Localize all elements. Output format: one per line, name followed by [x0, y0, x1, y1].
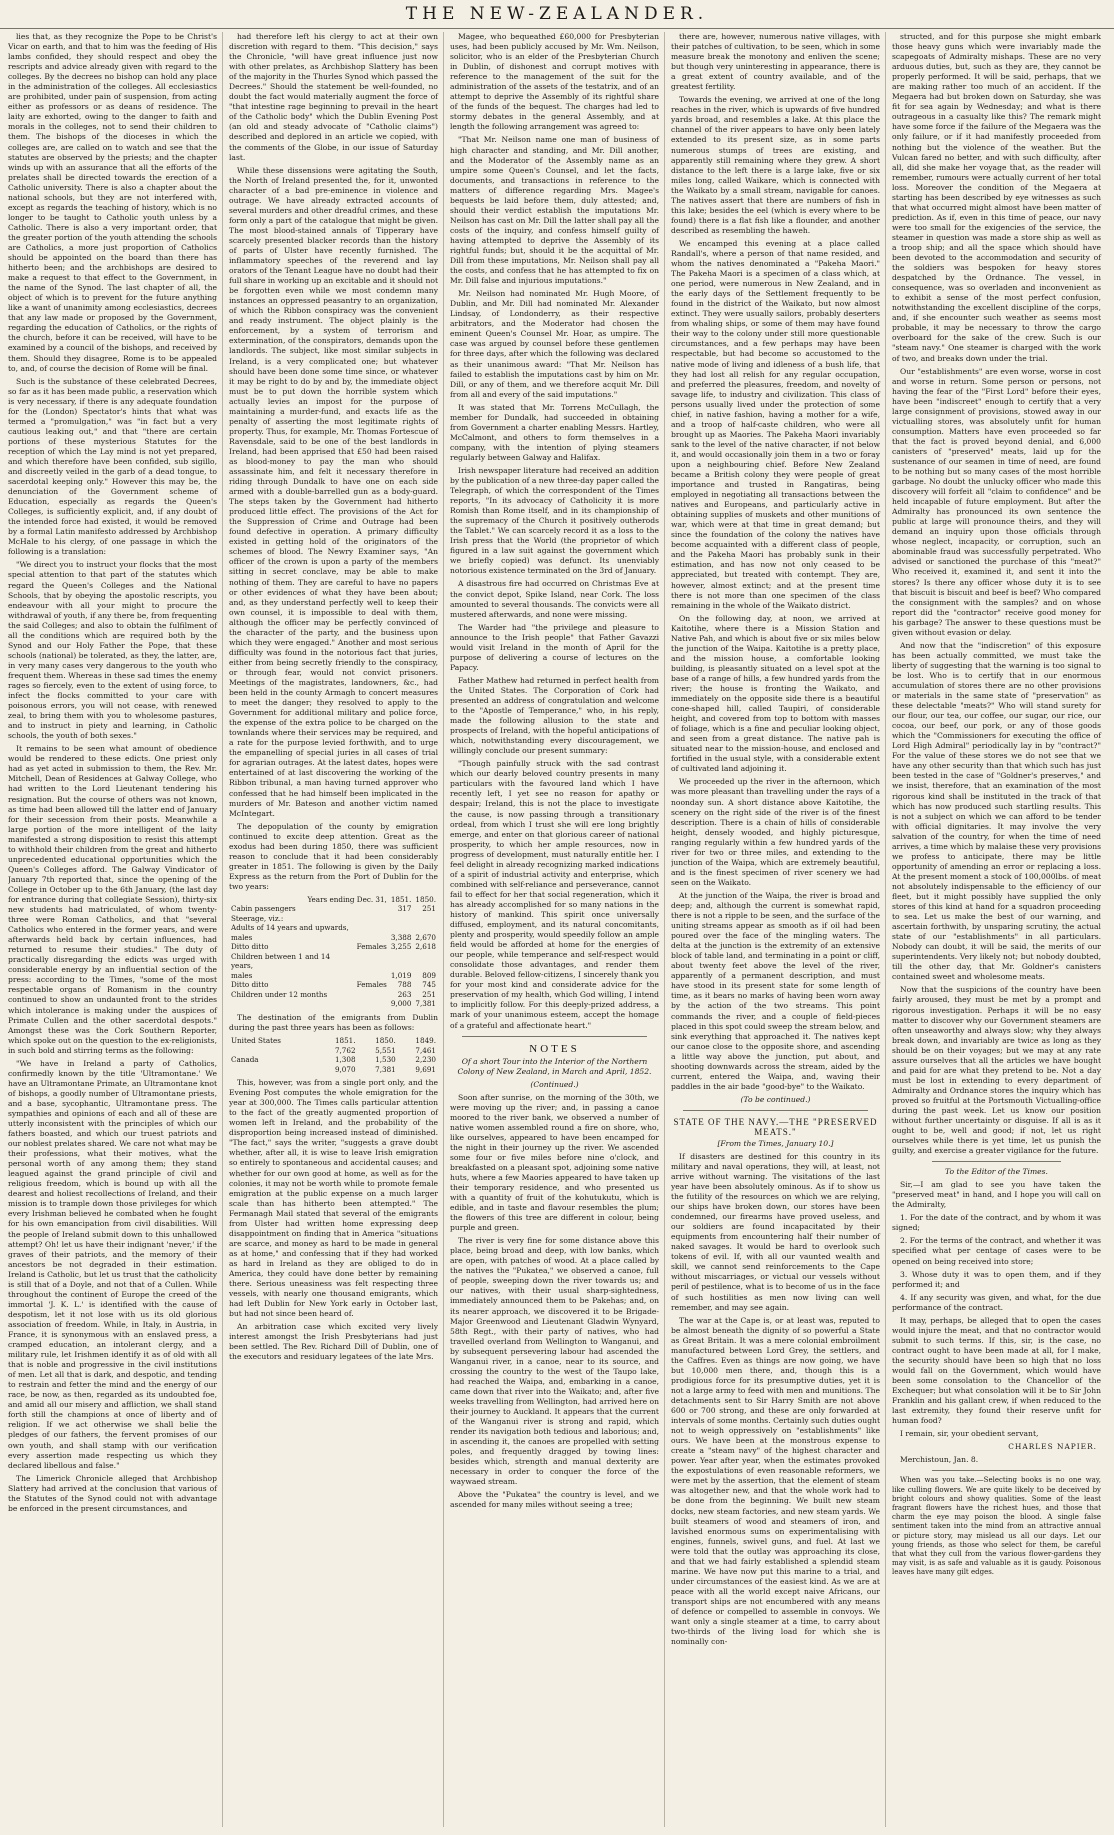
- letter-text: [892, 1180, 1101, 1439]
- table-cell: 7,762: [334, 1045, 356, 1055]
- paragraph: It may, perhaps, be alleged that to open the cases would injure the meat, and that no contractor would submit to such terms. If this, sir, is the case, no contract ought to have been made at all, for I make, the security should have been so high that no loss would fall on the Government, which would have been some consolation to the Chancellor of the Exchequer; but what consolation will it be to Sir John Franklin and his gallant crew, if when reduced to the last extremity, they found their reserve unfit for human food?: [892, 1315, 1101, 1426]
- table-cell: Children under 12 months: [231, 989, 328, 999]
- notes-heading: NOTES: [529, 1042, 580, 1055]
- table-row: [229, 1046, 438, 1056]
- table-cell: 9,000: [390, 999, 412, 1009]
- table-cell: 788: [397, 980, 412, 990]
- table-cell: 251: [422, 904, 436, 914]
- table-cell: 2,230: [415, 1055, 436, 1065]
- paragraph: "That Mr. Neilson name one man of business of high character and standing, and Mr. Dill another, and the Moderator of the Assembly name as an umpire some Queen's Counsel, and let the facts, documents, and transactions in reference to the matters of difference regarding Mrs. Magee's bequests be laid before them, duly attested; and, should their verdict establish the imputations Mr. Neilson has cast on Mr. Dill the latter shall pay all the costs of the inquiry, and confess himself guilty of having attempted to deprive the Assembly of its rightful funds; but, should it be the acquittal of Mr. Dill from these imputations, Mr. Neilson shall pay all the costs, and confess that he has attempted to fix on Mr. Dill false and injurious imputations.": [450, 135, 659, 286]
- table-cell: 317: [397, 904, 412, 914]
- paragraph: had therefore left his clergy to act at their own discretion with regard to them. "This decision," says the Chronicle, "will have great influence just now with other prelates, as Archbishop Slattery has been of the majority in the Thurles Synod which passed the Decrees." Should the statement be well-founded, no doubt the fact would materially augment the force of "that intestine rage beginning to prevail in the heart of the Catholic body" which the Dublin Evening Post (an old and steady advocate of "Catholic claims") described and deplored in an article we copied, with the comments of the Globe, in our issue of Saturday last.: [229, 32, 438, 162]
- paragraph: Sir,—I am glad to see you have taken the "preserved meat" in hand, and I hope you will call on the Admiralty,: [892, 1180, 1101, 1210]
- paragraph: Towards the evening, we arrived at one of the long reaches in the river, which is upwards of five hundred yards broad, and resembles a lake. At this place the channel of the river appears to have only been lately extended to its present size, as in some parts numerous stumps of trees are existing, and apparently still remaining where they grew. A short distance to the left there is a large lake, five or six miles long, called Waikare, which is connected with the Waikato by a small stream, navigable for canoes. The natives assert that there are numbers of fish in this lake; besides the eel (which is every where to be found) there is a flat fish like a flounder, and another described as resembling the haweh.: [671, 95, 880, 235]
- table-cell: 745: [422, 980, 436, 990]
- paragraph: It remains to be seen what amount of obedience would be rendered to these edicts. One priest only had as yet acted in submission to them, the Rev. Mr. Mitchell, Dean of Residences at Galway College, who had written to the Lord Lieutenant tendering his resignation. But the course of others was not known, as time had been allowed till the latter end of January for their secession from their posts. Meanwhile a large portion of the more intelligent of the laity manifested a strong disposition to resist this attempt to withhold their children from the great and hitherto unprecedented educational opportunities which the Queen's Colleges afford. The Galway Vindicator of January 7th reported that, since the opening of the College in October up to the 6th January, (the last day for entrance during that collegiate Session), thirty-six new students had matriculated, of whom twenty-three were Roman Catholics, and that "several Catholics who entered in the former years, and were afterwards held back by certain influences, had returned to resume their studies." The duty of practically disregarding the edicts was urged with considerable energy by an influential section of the press: according to the Times, "some of the most respectable organs of Romanism in the country continued to show an undaunted front to the strides which intolerance is making under the auspices of Primate Cullen and the other sacerdotal despots." Amongst these was the Cork Southern Reporter, which spoke out on the question to the ex-religionists, in such bold and stirring terms as the following:: [8, 744, 217, 1055]
- paragraph: We proceeded up the river in the afternoon, which was more pleasant than travelling under the rays of a noonday sun. A short distance above Kaitotihe, the scenery on the right side of the river is of the finest description. There is a chain of hills of considerable height, densely wooded, and highly picturesque, ranging regularly within a few hundred yards of the river for two or three miles, and extending to the junction of the Waipa, which are extremely beautiful, and is the finest specimen of river scenery we had seen on the Waikato.: [671, 777, 880, 887]
- paragraph: 4. If any security was given, and what, for the due performance of the contract.: [892, 1292, 1101, 1312]
- table-cell: Females: [356, 980, 387, 990]
- table-cell: 3,388: [390, 932, 412, 942]
- to-be-continued: (To be continued.): [740, 1094, 811, 1104]
- table-cell: 1,308: [334, 1055, 356, 1065]
- table-row: [229, 980, 438, 990]
- signature: CHARLES NAPIER.: [1008, 1442, 1097, 1452]
- column-1-text: [8, 32, 217, 1514]
- closing-paragraph: When was you take.—Selecting books is no one way, like culling flowers. We are quite likely to be deceived by bright colours and showy qualities. Some of the least fragrant flowers have the richest hues, and those that charm the eye may poison the blood. A single false sentiment taken into the mind from an attractive annual or picture story, may mislead us all our days. Let our young friends, as those who select for them, be careful that what they cull from the various flower-gardens they may visit, is as safe and valuable as it is gaudy. Poisonous leaves have many gilt edges.: [892, 1476, 1101, 1577]
- table-cell: 263: [397, 989, 412, 999]
- section-divider: [683, 1110, 868, 1111]
- table-row: [229, 971, 438, 981]
- paragraph: there are, however, numerous native villages, with their patches of cultivation, to be seen, which in some measure break the monotony and enliven the scene; but though very uninteresting in appearance, there is a great extent of country available, and of the greatest fertility.: [671, 32, 880, 92]
- table-row: [229, 923, 438, 933]
- table-cell: 1,530: [375, 1055, 396, 1065]
- table-row: [229, 904, 438, 914]
- column-4-text: [671, 32, 880, 1092]
- table-cell: [355, 952, 389, 971]
- table-cell: 7,461: [415, 1045, 436, 1055]
- paragraph: The river is very fine for some distance above this place, being broad and deep, with low banks, which are open, with patches of wood. At a place called by the natives the "Pukatea," we observed a canoe, full of people, sweeping down the river towards us; and our natives, with their usual sharp-sightedness, immediately announced them to be Pakehas; and, on its nearer approach, we discovered it to be Brigade-Major Greenwood and Lieutenant Gladwin Wynyard, 58th Regt., with their party of natives, who had travelled overland from Wellington to Wanganui, and by subsequent persevering labour had ascended the Wanganui river, in a canoe, near to its source, and crossing the country to the west of the Taupo lake, had reached the Waipa, and, embarking in a canoe, came down that river into the Waikato; and, after five weeks travelling from Wellington, had arrived here on their journey to Auckland. It appears that the current of the Wanganui river is strong and rapid, which render its navigation both tedious and laborious; and, in ascending it, the canoes are propelled with setting poles, and frequently dragged by towing lines: besides which, strength and manual dexterity are necessary in order to conquer the force of the waywaed stream.: [450, 1236, 659, 1487]
- section-divider: [932, 1470, 1061, 1471]
- table-cell: 5,551: [375, 1045, 396, 1055]
- emigration-table: [229, 895, 438, 1009]
- paragraph: Above the "Pukatea" the country is level, and we ascended for many miles without seeing a tree;: [450, 1490, 659, 1510]
- column-1: [8, 32, 223, 1827]
- table-cell: [389, 952, 414, 971]
- table-row: [229, 933, 438, 943]
- navy-source: [From the Times, January 10.]: [717, 1138, 834, 1148]
- table-cell: United States: [231, 1036, 281, 1046]
- year-header: 1850.: [415, 894, 436, 904]
- table-cell: [355, 999, 389, 1009]
- table-row: [229, 952, 438, 971]
- paragraph: 3. Whose duty it was to open them, and if they performed it; and: [892, 1269, 1101, 1289]
- destination-table-body: [229, 1036, 438, 1074]
- table-row: [229, 914, 438, 924]
- table-cell: 1849.: [415, 1036, 436, 1046]
- table-cell: [229, 1046, 317, 1056]
- paragraph: This, however, was from a single port only, and the Evening Post computes the whole emigration for the year at 300,000. The Times calls particular attention to the fact of the greatly augmented proportion of women left in Ireland, and the probability of the disproportion being increased instead of diminished. "The fact," says the writer, "suggests a grave doubt whether, after all, it is wise to leave Irish emigration so entirely to spontaneous and accidental causes; and whether for our own good at home, as well as for the colonies, it may not be worth while to promote female emigration at the public expense on a much larger scale than has hitherto been attempted." The Fermanagh Mail stated that several of the emigrants from Ulster had written home expressing deep disappointment on finding that in America "situations are scarce, and money as hard to be made in general as at home," and confessing that if they had worked as hard in Ireland as they are obliged to do in America, they could have done better by remaining there. Serious uneasiness was felt respecting three vessels, with nearly one thousand emigrants, which had left Dublin for New York early in October last, but had not since been heard of.: [229, 1078, 438, 1319]
- navy-heading: STATE OF THE NAVY.—THE "PRESERVED MEATS.": [673, 1116, 878, 1137]
- paragraph: Magee, who bequeathed £60,000 for Presbyterian uses, had been publicly accused by Mr. Wm. Neilson, solicitor, who is an elder of the Presbyterian Church in Dublin, of dishonest and corrupt motives with reference to the management of the suit for the administration of the assets of the testatrix, and of an attempt to deprive the Assembly of its rightful share of the funds of the bequest. The charges had led to stormy debates in the general Assembly, and at length the following arrangement was agreed to:: [450, 32, 659, 132]
- table-cell: 9,691: [415, 1064, 436, 1074]
- paragraph: While these dissensions were agitating the South, the North of Ireland presented the, for it, unwonted character of a bad pre-eminence in violence and outrage. We have already extracted accounts of several murders and other dreadful crimes, and these form only a part of the catalogue that might be given. The most blood-stained annals of Tipperary have scarcely presented blacker records than the history of parts of Ulster have recently furnished. The inflammatory speeches of the reverend and lay orators of the Tenant League have no doubt had their full share in working up an excitable and it should not be forgotten even while we most condemn many instances an oppressed peasantry to an organization, of which the Ribbon conspiracy was the convenient and ready instrument. The object plainly is the enforcement, by a system of terrorism and extermination, of the conspirators, demands upon the landlords. The subject, like most similar subjects in Ireland, is a very complicated one; but whatever should have been done some time since, or whatever it may be right to do by and by, the immediate object must be to put down the horrible system which actually levies an impost for the purpose of maintaining a murder-fund, and exacts life as the penalty of asserting the most legitimate rights of property. Thus, for example, Mr. Thomas Fortescue of Ravensdale, said to be one of the best landlords in Ireland, had been apprised that £50 had been raised as blood-money to pay the man who should assassinate him, and felt it necessary therefore in riding through Dundalk to have one on each side armed with a double-barrelled gun as a body-guard. The steps taken by the Government had hitherto produced little effect. The provisions of the Act for the Suppression of Crime and Outrage had been found defective in operation. A primary difficulty existed in getting hold of the originators of the schemes of blood. The Newry Examiner says, "An officer of the crown is upon a party of the members sitting in secret conclave, may be able to make nothing of them. They are careful to have no papers or other evidences of what they have been about; and, as they understand perfectly well to keep their own counsel, it is impossible to deal with them, although the officer may be perfectly convinced of the character of the party, and the business upon which they were engaged." Another and most serious difficulty was found in the notorious fact that juries, either from being secretly friendly to the conspiracy, or through fear, would not convict prisoners. Meetings of the magistrates, landowners, &c., had been held in the county Armagh to concert measures to meet the danger; they resolved to apply to the Government for additional military and police force, the expense of the extra police to be charged on the townlands where their services may be required, and a rate for the purpose levied forthwith, and to urge the empanelling of special juries in all cases of trial for agrarian outrages. At the latest dates, hopes were entertained of at last discovering the working of the Ribbon tribunal, a man having turned approver who confessed that he had himself been implicated in the murders of Mr. Bateson and another victim named McIntegart.: [229, 165, 438, 818]
- table-cell: 9,070: [334, 1064, 356, 1074]
- table-cell: 2,618: [415, 942, 436, 952]
- table-cell: 7,381: [415, 999, 436, 1009]
- paragraph: Irish newspaper literature had received an addition by the publication of a new three-day paper called the Telegraph, of which the correspondent of the Times reports, "In its advocacy of Catholicity it is more Romish than Rome itself, and in its championship of the supremacy of the Church it positively outherods the Tablet." We can scarcely record it as a loss to the Irish press that the World (the proprietor of which figured in a law suit against the government which we briefly copied) was defunct. Its unenviably notorious existence terminated on the 3rd of January.: [450, 465, 659, 576]
- paragraph: Mr. Neilson had nominated Mr. Hugh Moore, of Dublin, and Mr. Dill had nominated Mr. Alexander Lindsay, of Londonderry, as their respective arbitrators, and the Moderator had chosen the eminent Queen's Counsel Mr. Hoar, as umpire. The case was argued by counsel before these gentlemen for three days, after which the following was declared as their unanimous award: "That Mr. Neilson has failed to establish the imputations cast by him on Mr. Dill, or any of them, and we therefore acquit Mr. Dill from all and every of the said imputations.": [450, 289, 659, 399]
- masthead: THE NEW-ZEALANDER.: [0, 0, 1114, 29]
- paragraph: On the following day, at noon, we arrived at Kaitotihe, where there is a Mission Station and Native Pah, and which is about five or six miles below the junction of the Waipa. Kaitotihe is a pretty place, and the mission house, a comfortable looking building, is pleasantly situated on a level spot at the base of a range of hills, a few hundred yards from the river; the house is fronting the Waikato, and immediately on the opposite side there is a beautiful cone-shaped hill, called Taupiri, of considerable height, and covered from top to bottom with masses of foliage, which is a fine and peculiar looking object, and seen from a great distance. The native pah is situated near to the mission-house, and enclosed and fortified in the usual style, with a considerable extent of cultivated land adjoining it.: [671, 613, 880, 774]
- table-cell: [413, 952, 438, 971]
- paragraph: Such is the substance of these celebrated Decrees, so far as it has been made public, a reservation which is very necessary, if there is any adequate foundation for the (London) Spectator's hints that what was termed a "promulgation," was "in fact but a very cautious leaking out," and that "there are certain portions of these mysterious Statutes for the reception of which the Lay mind is not yet prepared, and which therefore have been confided, sub sigillo, and discreetly veiled in the garb of a dead tongue, to sacerdotal keeping only." However this may be, the denunciation of the Government scheme of Education, especially as regards the Queen's Colleges, is sufficiently explicit, and, if any doubt of the intended force had existed, it would be removed by a formal Latin manifesto addressed by Archbishop McHale to his clergy, of one passage in which the following is a translation:: [8, 376, 217, 557]
- table-cell: [229, 999, 355, 1009]
- table-cell: [355, 990, 389, 1000]
- paragraph: 2. For the terms of the contract, and whether it was specified what per centage of cases were to be opened on being received into store;: [892, 1236, 1101, 1266]
- paragraph: The depopulation of the county by emigration continued to excite deep attention. Great as the exodus had been during 1850, there was sufficient reason to conclude that it had been considerably greater in 1851. The following is given by the Daily Express as the return from the Port of Dublin for the two years:: [229, 821, 438, 891]
- table-row: [229, 942, 438, 952]
- paragraph: The Warder had "the privilege and pleasure to announce to the Irish people" that Father Gavazzi would visit Ireland in the month of April for the purpose of delivering a course of lectures on the Papacy.: [450, 622, 659, 672]
- column-3: [450, 32, 665, 1827]
- table-cell: males: [231, 932, 253, 942]
- table-cell: 3,255: [390, 942, 412, 952]
- table-cell: [389, 914, 414, 924]
- table-row: [229, 1055, 438, 1065]
- paragraph: We encamped this evening at a place called Randall's, where a person of that name resided, and whom the natives denominated a "Pakeha Maori." The Pakeha Maori is a specimen of a class which, at one period, were numerous in New Zealand, and in the early days of the Settlement frequently to be found in the district of the Waikato, but now almost extinct. They were usually sailors, probably deserters from whaling ships, or some of them may have found their way to the colony under still more questionable circumstances, and a few perhaps may have been respectable, but had become so accustomed to the native mode of living and idleness of a bush life, that they had lost all relish for any regular occupation, and preferred the pleasures, freedom, and novelty of savage life, to industry and civilization. This class of persons usually lived under the protection of some chief, in native fashion, having a mother for a wife, and a troop of half-caste children, who were all brought up as Maories. The Pakeha Maori invariably sank to the level of the native character, if not below it, and would occasionally join them in a two or foray upon a neighbouring chief. Before New Zealand became a British colony they were people of great importance and trusted in Rangatiras, being employed in negotiating all transactions between the natives and Europeans, and particularly active in obtaining supplies of muskets and other munitions of war, which were at that time in great demand; but since the foundation of the colony the natives have become acquainted with a different class of people, and the Pakeha Maori has probably sunk in their estimation, and has now not only ceased to be appreciated, but treated with contempt. They are, however, almost extinct; and at the present time there is not more than one specimen of the class remaining in the whole of the Waikato district.: [671, 238, 880, 610]
- table-cell: Canada: [231, 1055, 259, 1065]
- table-cell: [355, 971, 389, 981]
- paragraph: "Though painfully struck with the sad contrast which our dearly beloved country presents in many particulars with the favoured land which I have recently left, I yet see no reason for apathy or despair; Ireland, this is not the place to investigate the cause, is now passing through a transitionary ordeal, from which I trust she will ere long brightly emerge, and enter on that glorious career of national prosperity, to which her ample resources, now in progress of development, must naturally entitle her. I feel delight in already recognizing marked indications of a spirit of industrial activity and enterprise, which combined with self-reliance and perseverance, cannot fail to effect for her that social regeneration, which it has already accomplished for so many nations in the history of mankind. This spirit once universally diffused, employment, and its natural concomitants, plenty and prosperity, would speedily follow an ample field would be afforded at home for the energies of our people, while temperance and self-respect would consolidate those advantages, and render them durable. Beloved fellow-citizens, I sincerely thank you for your most kind and considerate advice for the preservation of my health, which God willing, I intend to implicitly follow. For this deeply-prized address, a mark of your unanimous esteem, accept the homage of a grateful and affectionate heart.": [450, 759, 659, 1030]
- table-cell: [229, 1065, 317, 1075]
- column-2: [229, 32, 444, 1827]
- table-row: [229, 1065, 438, 1075]
- emigration-table-title: Years ending Dec. 31,: [307, 894, 387, 904]
- table-cell: [355, 933, 389, 943]
- column-2-text-continued: [229, 1078, 438, 1362]
- table-cell: Ditto ditto: [231, 942, 269, 952]
- notes-subtitle: Of a short Tour into the Interior of the Northern Colony of New Zealand, in March and April, 1852.: [457, 1056, 652, 1076]
- table-cell: 7,381: [375, 1064, 396, 1074]
- emigration-table-body: [229, 904, 438, 1009]
- paragraph: lies that, as they recognize the Pope to be Christ's Vicar on earth, and that to him was the feeding of His lambs confided, they should respect and obey the rescripts and advice already given with regard to the colleges. By the decrees no bishop can hold any place in the administration of the colleges. All ecclesiastics are prohibited, under pain of suspension, from acting either as professors or as deans of residence. The laity are exhorted, owing to the danger to faith and morals in the colleges, not to send their children to them. The bishops of the dioceses in which the colleges are, are called on to watch and see that the statutes are observed by the priests; and the chapter winds up with an assurance that all the efforts of the prelates shall be directed towards the erection of a Catholic university. There is also a chapter about the national schools, but they are not interfered with, except as regards the teaching of history, which is no longer to be taught to Catholic youth unless by a Catholic. There is also a very important order, that the greater portion of the youth attending the schools are Catholics, a more just proportion of Catholics should be appointed on the board than there has hitherto been; and the archbishops are desired to make a request to that effect to the Government, in the name of the Synod. The last chapter of all, the object of which is to prevent for the future anything like a want of unanimity among ecclesiastics, decrees that any law made or proposed by the Government, regarding the education of Catholics, or the rights of the church, before it can be received, will have to be examined by a council of the bishops, and received by them. Should they disagree, Rome is to be appealed to, and, of course the decision of Rome will be final.: [8, 32, 217, 373]
- column-5-text: [892, 32, 1101, 1156]
- paragraph: structed, and for this purpose she might embark those heavy guns which were invariably made the scapegoats of Admiralty mishaps. These are no very arduous duties, but, such as they are, they cannot be properly performed. It will be said, perhaps, that we are making rather too much of an accident. If the Megaera had but broken down on Saturday, she was fit for sea again by Wednesday; and what is there outrageous in a casualty like this? The remark might have some force if the failure of the Megaera was the only failure, or if it had manifestly proceeded from nothing but the violence of the weather. But the Vulcan fared no better, and with such difficulty, after all, did she make her voyage that, as the reader will remember, rumours were actually current of her total loss. Moreover the condition of the Megaera at starting has been described by eye witnesses as such that what occurred might almost have been matter of prediction. As if, even in this time of peace, our navy were too small for the exigencies of the service, the steamer in question was made a store ship as well as a troop ship; and all the space which should have been devoted to the accommodation and security of the soldiers was bespoken for heavy stores despatched by the Ordnance. The vessel, in consequence, was so overladen and inconvenient as to exhibit a sense of the most perfect confusion, notwithstanding the excellent discipline of the corps, and, if she encounter such weather as seems most probable, it may be necessary to throw the cargo overboard for the sake of the crew. Such is our "steam navy." One steamer is charged with the work of two, and breaks down under the trial.: [892, 32, 1101, 363]
- paragraph: An arbitration case which excited very lively interest amongst the Irish Presbyterians had just been settled. The Rev. Richard Dill of Dublin, one of the executors and residuary legatees of the late Mrs.: [229, 1322, 438, 1362]
- dateline: Merchistoun, Jan. 8.: [900, 1455, 979, 1465]
- section-divider: [932, 1161, 1061, 1162]
- paragraph: It was stated that Mr. Torrens McCullagh, the member for Dundalk, had succeeded in obtaining from Government a charter enabling Messrs. Hartley, McCalmont, and others to form themselves in a company, with the intention of plying steamers regularly between Galway and Halifax.: [450, 402, 659, 462]
- section-divider: [462, 1036, 647, 1037]
- table-cell: 1851.: [334, 1036, 356, 1046]
- table-cell: [389, 923, 414, 933]
- navy-text: [671, 1152, 880, 1647]
- paragraph: Now that the suspicions of the country have been fairly aroused, they must be met by a prompt and rigorous investigation. Perhaps it will be no easy matter to discover why our Government steamers are often unseaworthy and always slow; why they always break down, and invariably are twice as long as they should be on their voyages; but we may at any rate assure ourselves that all the articles we have bought and paid for are what they pretend to be. Not a day must be lost in extending to every department of Admiralty and Ordnance stores the inquiry which has proved so fruitful at the Portsmouth Victualling-office during the past week. Let us know our position without further uncertainty or disguise. If all is as it ought to be, well and good; if not, let us right ourselves while there is yet time, let us punish the guilty, and exercise a greater vigilance for the future.: [892, 985, 1101, 1156]
- newspaper-page: [8, 32, 1106, 1827]
- table-row: [229, 990, 438, 1000]
- column-3-text: [450, 32, 659, 1031]
- table-cell: [355, 923, 389, 933]
- paragraph: At the junction of the Waipa, the river is broad and deep; and, although the current is somewhat rapid, there is not a ripple to be seen, and the surface of the uniting streams appear as smooth as if oil had been poured over the face of the mingling waters. The delta at the junction is the extremity of an extensive block of table land, and terminating in a point or cliff, about twenty feet above the level of the river, apparently of a permanent description, and must have stood in its present state for some length of time, as it bears no marks of having been worn away by the action of the two streams. This point commands the river, and a couple of field-pieces placed in this spot could sweep the stream below, and sink everything that approached it. The natives kept our canoe close to the opposite shore, and ascending a little way above the junction, put about, and shooting downwards across the stream, aided by the current, entered the Waipa, and, waving their paddles in the air bade "good-bye" to the Waikato.: [671, 890, 880, 1091]
- paragraph: Soon after sunrise, on the morning of the 30th, we were moving up the river; and, in passing a canoe moored to the river bank, we observed a number of native women assembled round a fire on shore, who, like ourselves, appeared to have been encamped for the night in their journey up the river. We ascended some four or five miles before nine o'clock, and breakfasted on a pleasant spot, adjoining some native huts, where a few Maories appeared to have taken up their temporary residence, and who presented us with a quantity of fruit of the kohutukutu, which is edible, and in taste and flavour resembles the plum; the flowers of this tree are different in colour, being purple and green.: [450, 1092, 659, 1233]
- table-row: [229, 999, 438, 1009]
- destination-intro: The destination of the emigrants from Dublin during the past three years has been as follows:: [229, 1012, 438, 1033]
- paragraph: A disastrous fire had occurred on Christmas Eve at the convict depot, Spike Island, near Cork. The loss amounted to several thousands. The convicts were all mustered afterwards, and none were missing.: [450, 579, 659, 619]
- table-cell: Females: [356, 942, 387, 952]
- table-cell: 2,670: [415, 932, 436, 942]
- paragraph: 1. For the date of the contract, and by whom it was signed;: [892, 1213, 1101, 1233]
- paragraph: "We direct you to instruct your flocks that the most special attention to that part of the statutes which regard the Queen's Colleges and the National Schools, that by obeying the apostolic rescripts, you endeavour with all your might to procure the withdrawal of youth, if any there be, from frequenting the said Colleges; and also to obtain the fulfilment of all the conditions which are required both by the Synod and our Holy Father the Pope, that these schools (national) be tolerated, as they, the latter, are, in very many cases very dangerous to the youth who frequent them. Whereas in these sad times the enemy rages so fiercely, even to the extent of using force, to infect the flocks committed to your care with poisonous errors, you will not cease, with renewed zeal, to bring them with you to wholesome pastures, and to instruct in piety and learning, in Catholic schools, the youth of both sexes.": [8, 560, 217, 741]
- paragraph: Our "establishments" are even worse, worse in cost and worse in return. Some person or persons, not having the fear of the "First Lord" before their eyes, have been "indiscreet" enough to certify that a very large consignment of provisions, stowed away in our victualling stores, was absolutely unfit for human consumption. Matters have even proceeded so far that the fact is proved beyond denial, and 6,000 canisters of "preserved" meats, laid up for the sustenance of our seamen in time of need, are found to be nothing but so many cases of the most horrible garbage. No doubt the unlucky officer who made this discovery will forfeit all "claim to confidence" and be held incapable of future employment. But after the Admiralty has pronounced its own sentence the public at large will pronounce theirs, and they will demand an inquiry upon those officials through whose neglect, incapacity, or corruption, such an abominable fraud was successfully perpetrated. Who advised or sanctioned the purchase of this "meat?" Who received it, examined it, and sent it into the stores? Is there any officer whose duty it is to see that biscuit is biscuit and beef is beef? Who compared the consignment with the samples? and on whose report did the "contractor" receive good money for his garbage? The answer to these questions must be given without evasion or delay.: [892, 366, 1101, 637]
- table-cell: Children between 1 and 14 years,: [231, 951, 331, 971]
- table-cell: [413, 914, 438, 924]
- paragraph: If disasters are destined for this country in its military and naval operations, they will, at least, not arrive without warning. The visitations of the last year have been absolutely ominous. As if to show us the futility of the resources on which we are relying, our ships have broken down, our stores have been condemned, our firearms have proved useless, and our soldiers are found incapacitated by their equipments from encountering half their number of naked savages. It would be hard to overlook such tokens of evil. If, with all our vaunted wealth and skill, we cannot send reinforcements to the Cape without miscarriages, or victual our vessels without peril of pestilence, what is to become of us in the face of such hostilities as men now living can well remember, and may see again.: [671, 1151, 880, 1312]
- paragraph: "We have in Ireland a party of Catholics, confirmedly known by the title 'Ultramontane.' We have an Ultramontane Primate, an Ultramontane knot of bishops, a goodly number of Ultramontane priests, and a base, sycophantic, Ultramontane press. The sympathies and opinions of each and all of these are utterly inconsistent with the principles of which our fathers boasted, and which our truest patriots and our noblest prelates shared. We care not what may be their professions, what their motives, what the personal worth of any among them; they stand leagued against the grand principle of civil and religious freedom, which is bound up with all the dearest and holiest recollections of Ireland, and their mission is to trample down those privileges for which every Irishman believed he combated when he fought for his own emancipation from civil disabilities. Will the people of Ireland submit down to this unhallowed attempt? Oh! let us have their indignant 'never,' if the graves of their patriots, and the memory of their ancestors be not degraded in their estimation. Ireland is Catholic, but let us trust that the catholicity is still that of a Doyle, and not that of a Cullen. While throughout the continent of Europe the creed of the immortal 'J. K. L.' is identified with the cause of despotism, let it not lose with us its old glorious association of freedom. While, in Italy, in Austria, in France, it is synonymous with an enslaved press, a cramped education, an intolerant clergy, and a military rule, let Irishmen identify it as of old with all that is noble and progressive in the civil institutions of men. Let all that is dark, and despotic, and tending to restrain and fetter the mind and the energy of our race, be now, as then, regarded as its undoubted foe, and amid all our misery and affliction, we shall stand forth still the champions at once of liberty and of religion. If we act otherwise we shall belie the pledges of our fathers, the fervent promises of our own youth, and shall stamp with our verification every assertion made respecting us which they declared libellous and false.": [8, 1058, 217, 1470]
- paragraph: Father Mathew had returned in perfect health from the United States. The Corporation of Cork had presented an address of congratulation and welcome to the "Apostle of Temperance," who, in his reply, made the following allusion to the state and prospects of Ireland, with the hopeful anticipations of which, notwithstanding every discouragement, we willingly conclude our present summary:: [450, 675, 659, 756]
- table-cell: Ditto ditto: [231, 980, 269, 990]
- table-cell: Cabin passengers: [231, 904, 296, 914]
- column-2-text: [229, 32, 438, 892]
- notes-continued-label: (Continued.): [530, 1079, 579, 1089]
- table-cell: Steerage, viz.:: [231, 913, 284, 923]
- destination-table: [229, 1036, 438, 1074]
- letter-heading: To the Editor of the Times.: [945, 1167, 1048, 1177]
- table-cell: [355, 904, 389, 914]
- notes-text: [450, 1093, 659, 1511]
- table-cell: [413, 923, 438, 933]
- paragraph: And now that the "indiscretion" of this exposure has been actually committed, we must take the liberty of suggesting that the warning is too signal to be lost. Who is to certify that in our enormous accumulation of stores there are no other provisions or materials in the same state of "preservation" as these delectable "meats?" Who will stand surety for our flour, our tea, our coffee, our sugar, our rice, our cocoa, our beef, our pork, or any of those goods which the "Commissioners for executing the office of Lord High Admiral" periodically lay in by "contract?" For the value of these stores we do not see that we have any other security than that which such has just been tested in the case of "Goldner's preserves," and we insist, therefore, that an examination of the most rigorous kind shall be instituted in the track of that which has now produced such startling results. This is not a subject on which we can afford to be tender with official dignitaries. It may involve the very salvation of the country, for when the time of need arrives, a time which by malaise these very provisions we profess to anticipate, there may be little opportunity of amending an error or replacing a loss. At the present moment a stock of 100,000lbs. of meat not absolutely indispensable to the efficiency of our fleet, but it might possibly have supplied the only stores of this kind at hand for a squadron proceeding to sea. Let us make the best of our warning, and ascertain forthwith, by unsparing scrutiny, the actual state of our "establishments" in all particulars. Nobody can doubt, it will be said, the merits of our superintendents. Very likely not; but nobody doubted, till the other day, that Mr. Goldner's canisters contained sweet and wholesome meats.: [892, 640, 1101, 982]
- year-header: 1851.: [390, 894, 412, 904]
- table-cell: Adults of 14 years and upwards,: [231, 923, 349, 933]
- table-cell: 1850.: [375, 1036, 396, 1046]
- table-cell: 1,019: [390, 970, 412, 980]
- table-cell: 809: [422, 970, 436, 980]
- table-row: [229, 1036, 438, 1046]
- column-4: [671, 32, 886, 1827]
- table-cell: 251: [422, 989, 436, 999]
- paragraph: The war at the Cape is, or at least was, reputed to be almost beneath the dignity of so powerful a State as Great Britain. It was a mere colonial embroilment manufactured between Lord Grey, the settlers, and the Caffres. Even as things are now going, we have but 10,000 men there, and, though this is a prodigious force for its presumptive duties, yet it is not a large army to feed with men and munitions. The detachments sent to Sir Harry Smith are not above 600 or 700 strong, and these are only forwarded at intervals of some months. Certainly such duties ought not to weigh oppressively on "establishments" like ours. We have been at the monstrous expense to create a "steam navy" of the highest character and power. Year after year, when the estimates provoked the expostulations of even reasonable reformers, we were met by the assertion, that the element of steam was altogether new, and that the whole work had to be done from the beginning. We built new steam docks, new steam factories, and new steam yards. We built steamers of wood and steamers of iron, and lavished enormous sums on experimentalising with engines, funnels, swivel guns, and fuel. At last we were told that the outlay was approaching its close, and that we had fairly established a splendid steam marine. We have now put this marine to a trial, and under circumstances of the easiest kind. As we are at peace with all the world except naive Africans, our transport ships are not encumbered with any means of defence or compelled to assemble in convoys. We want only a single steamer at a time, to carry about two-thirds of the living load for which she is nominally con-: [671, 1315, 880, 1647]
- paragraph: The Limerick Chronicle alleged that Archbishop Slattery had arrived at the conclusion that various of the Statutes of the Synod could not with advantage be enforced in the present circumstances, and: [8, 1473, 217, 1513]
- paragraph: I remain, sir, your obedient servant,: [900, 1429, 1039, 1439]
- table-cell: [355, 914, 389, 924]
- table-cell: males: [231, 970, 253, 980]
- column-5: [892, 32, 1106, 1827]
